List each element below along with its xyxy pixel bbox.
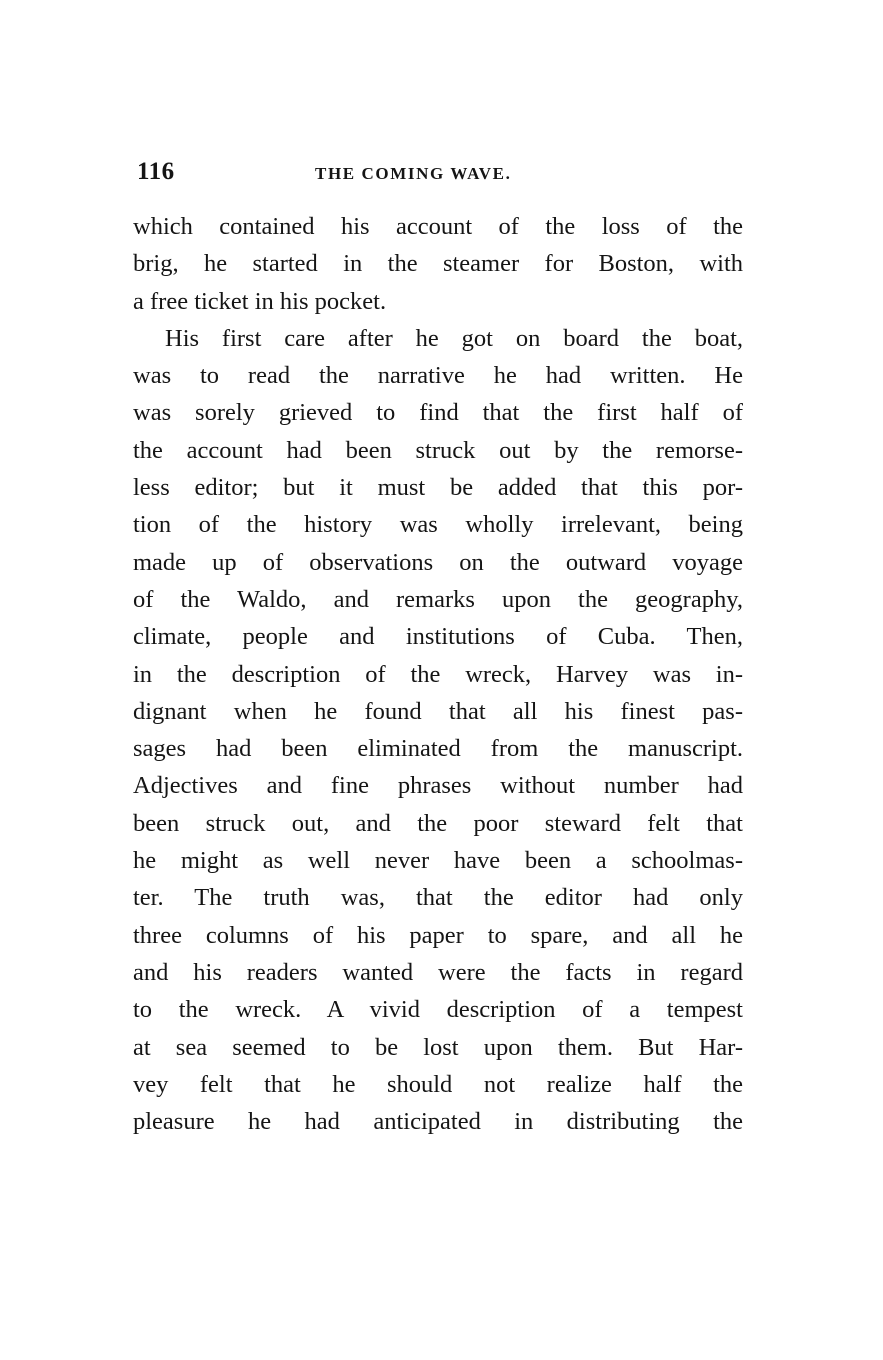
text-line: pleasure he had anticipated in distributing the: [133, 1108, 743, 1136]
text-line: dignant when he found that all his finest pas-: [133, 697, 743, 725]
running-title: THE COMING WAVE.: [315, 164, 512, 183]
text-line: a free ticket in his pocket.: [133, 287, 387, 315]
text-line: sages had been eliminated from the manuscript.: [133, 735, 743, 763]
text-line: tion of the history was wholly irrelevant, being: [133, 511, 743, 539]
text-line: ter. The truth was, that the editor had only: [133, 884, 743, 912]
text-line: vey felt that he should not realize half the: [133, 1070, 743, 1098]
text-line: climate, people and institutions of Cuba. Then,: [133, 623, 743, 651]
text-line: been struck out, and the poor steward felt that: [133, 809, 743, 837]
text-line: the account had been struck out by the remorse-: [133, 436, 743, 464]
text-line: which contained his account of the loss of the: [133, 213, 743, 240]
text-line: made up of observations on the outward voyage: [133, 548, 743, 576]
text-line: and his readers wanted were the facts in regard: [133, 958, 743, 986]
text-line: of the Waldo, and remarks upon the geography,: [133, 585, 743, 613]
text-line: less editor; but it must be added that this por-: [133, 474, 743, 502]
text-line: at sea seemed to be lost upon them. But Har-: [133, 1033, 743, 1061]
text-line: he might as well never have been a schoolmas-: [133, 847, 743, 875]
text-line: brig, he started in the steamer for Boston, with: [133, 250, 743, 278]
running-head: [137, 158, 747, 192]
text-line: was to read the narrative he had written. He: [133, 362, 743, 390]
body-text: [133, 208, 743, 1140]
text-line: three columns of his paper to spare, and all he: [133, 921, 743, 949]
text-line: in the description of the wreck, Harvey was in-: [133, 660, 743, 688]
text-line: His first care after he got on board the boat,: [165, 324, 743, 352]
text-line: Adjectives and fine phrases without number had: [133, 772, 743, 800]
text-line: was sorely grieved to find that the first half of: [133, 399, 743, 427]
text-line: to the wreck. A vivid description of a tempest: [133, 996, 743, 1024]
page-number: 116: [137, 158, 175, 185]
